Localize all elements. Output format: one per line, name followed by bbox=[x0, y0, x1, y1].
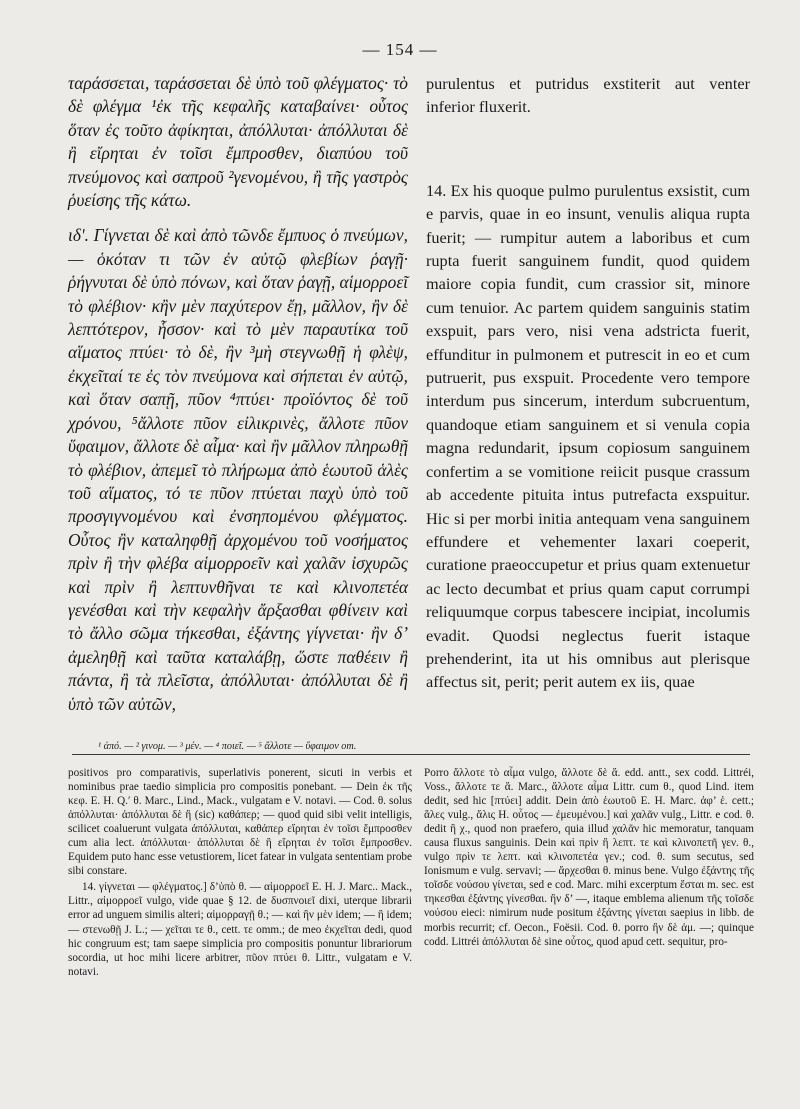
greek-footnotes: ¹ ἀπό. — ² γινομ. — ³ μέν. — ⁴ ποιεῖ. — ⁵ ἄλλοτε — ὕφαιμον om. bbox=[98, 741, 357, 752]
latin-paragraph-14: 14. Ex his quoque pulmo purulentus exsistit, cum e parvis, quae in eo insunt, venulis aliqua rupta fuerit; — rumpitur autem a laboribus et cum rupta fuerit sanguinem fundit, quod quidem maiore copia fundit, cum crassior sit, minore cum tenuior. Ac partem quidem sanguinis statim exspuit, pars vero, nisi vena adstricta fuerit, effunditur in pulmonem et putrescit in eo et cum putruerit, pus exspuit. Procedente vero tempore interdum pus sincerum, interdum subcruentum, quandoque etiam sanguinem et si venula copia magna redundarit, ipsum copiosum sanguinem confertim a se vomitione reiicit pusque crassum ab accedente pituita intus putrefacta exspuitur. Hic si per morbi initia antequam vena sanguinem effundere et vehementer laxari coeperit, curatione praeoccupetur et prius quam extenuetur ac lecto decumbat et prius quam caput corrumpi reliquumque corpus tabescere incipiat, incolumis evadit. Quodsi neglectus fuerit istaque prehenderint, ita ut his omnibus aut plerisque affectus sit, perit; perit autem ex iis, quae bbox=[426, 180, 750, 692]
critical-notes-right: Porro ἄλλοτε τὸ αἷμα vulgo, ἄλλοτε δὲ ἅ. edd. antt., sex codd. Littréi, Voss., ἄλλοτε τε ἅ. Marc., ἄλλοτε αἷμα Littr. cum θ., quod Lind. item dedit, sed hic [πτύει] addit. Dein ἀπὸ ἑωυτοῦ E. H. Marc. ἀφ’ ἑ. cett.; ἅλες vulg., ἅλις H. οὗτος — ἐμευμένου.] καὶ χαλᾶν vulg., Littr. e cod. θ. dedit ἢ χ., quod non praefero, quia illud χαλᾶν hic memoratur, tanquam causa fluxus sanguinis. Dein καὶ πρὶν ἢ λεπτ. τε καὶ κλινοπετῆ γεν. θ., vulgo πρὶν τε λεπτ. καὶ κλινοπετέα γεν.; cod. θ. sum secutus, sed Ionismum e vulg. servavi; — ἄρχεσθαι θ. minus bene. Vulgo ἐξάντης τῆς τοῖσδε νούσου γίνεται, sed e cod. Marc. mihi excerptum ἔσται m. sec. est τηκεσθαι ἐξάντης γίνεσθαι. ἢν δ’ —, itaque emblema alienum τῆς τοῖσδε νούσου eieci: nimirum nude positum ἐξάντης γίνεται saepius in libb. de morbis recurrit; cf. Oecon., Foësii. Cod. θ. porro ἢν δὲ ἀμ. —; quinque codd. Littréi ἀπόλλυται δὲ sine οὗτος, quod apud cett. sequitur, pro- bbox=[424, 767, 754, 948]
critical-notes-left bbox=[68, 766, 412, 979]
page-number: — 154 — bbox=[362, 40, 438, 59]
footnote-divider bbox=[72, 754, 750, 755]
notes-left-paragraph-1: positivos pro comparativis, superlativis ponerent, sicuti in verbis et nominibus prae taedio simplicia pro compositis ponebant. — Dein ἐκ τῆς κεφ. E. H. Q.′ θ. Marc., Lind., Mack., vulgatam e V. notavi. — Cod. θ. solus ἀπόλλυται· ἀπόλλυται δὲ ἢ (sic) καθάπερ; — quod quid sibi velit intelligis, scilicet coaluerunt vulgata ἀπόλλυται, καθάπερ εἴρηται ἐν τοῖσι ἔμπροσθεν cum alia lect. ἀπόλλυται· ἀπόλλυται δὲ ἢ εἴρηται ἐν τοῖσι ἔμπροσθεν. Equidem puto hanc esse vetustiorem, licet fatear in vulgata sententiam probe sibi constare. bbox=[68, 767, 412, 878]
notes-left-paragraph-2: 14. γίγνεται — φλέγματος.] δ’ὑπὸ θ. — αἱμορροεῖ E. H. J. Marc.. Mack., Littr., αἱμορροεῖ vulgo, vide quae § 12. de δυσπνοιεῖ dixi, uterque librarii error ad unguem similis alteri; αἱμορραγῇ θ.; — καὶ ἢν μὲν idem; — ἢ idem; — στενωθῇ J. L.; — χεῖται τε θ., cett. τε omm.; de meo ἐκχεῖται dedi, quod hic congruum est; tam saepe simplicia pro compositis ponuntur librariorum socordia, ut hoc mihi licere arbitrer, πῦον πτύει θ. Littr., vulgatam e V. notavi. bbox=[68, 881, 412, 978]
paragraph-gap bbox=[426, 119, 750, 179]
greek-paragraph-14: ιδʹ. Γίγνεται δὲ καὶ ἀπὸ τῶνδε ἔμπυος ὁ πνεύμων, — ὁκόταν τι τῶν ἐν αὐτῷ φλεβίων ῥαγῇ· ῥήγνυται δὲ ὑπὸ πόνων, καὶ ὅταν ῥαγῇ, αἱμορροεῖ τὸ φλέβιον· κἢν μὲν παχύτερον ἔῃ, μᾶλλον, ἢν δὲ λεπτότερον, ἧσσον· καὶ τὸ μὲν παραυτίκα τοῦ αἵματος πτύει· τὸ δὲ, ἢν ³μὴ στεγνωθῇ ἡ φλὲψ, ἐκχεῖταί τε ἐς τὸν πνεύμονα καὶ σήπεται ἐν αὐτῷ, καὶ ὅταν σαπῇ, πῦον ⁴πτύει· προϊόντος δὲ τοῦ χρόνου, ⁵ἄλλοτε πῦον εἰλικρινὲς, ἄλλοτε πῦον ὕφαιμον, ἄλλοτε δὲ αἷμα· καὶ ἢν μᾶλλον πληρωθῇ τὸ φλέβιον, ἀπεμεῖ τὸ πλήρωμα ἀπὸ ἑωυτοῦ ἁλὲς τοῦ αἵματος, τό τε πῦον πτύεται παχὺ ὑπὸ τοῦ προσγιγνομένου καὶ ἐνσηπομένου φλέγματος. Οὗτος ἢν καταληφθῇ ἀρχομένου τοῦ νοσήματος πρὶν ἢ τὴν φλέβα αἱμορροεῖν καὶ χαλᾶν ἰσχυρῶς καὶ πρὶν ἢ λεπτυνθῆναι τε καὶ κλινοπετέα γενέσθαι καὶ τὴν κεφαλὴν ἄρξασθαι φθίνειν καὶ τὸ ἄλλο σῶμα τήκεσθαι, ἐξάντης γίγνεται· ἢν δ’ ἀμεληθῇ καὶ ταῦτα καταλάβῃ, ὥστε παθέειν ἢ πάντα, ἢ τὰ πλεῖστα, ἀπόλλυται· ἀπόλλυται δὲ ἢ ὑπὸ τῶν αὐτῶν, bbox=[68, 225, 408, 714]
greek-column bbox=[68, 72, 408, 716]
greek-paragraph-end-13: ταράσσεται, ταράσσεται δὲ ὑπὸ τοῦ φλέγματος· τὸ δὲ φλέγμα ¹ἐκ τῆς κεφαλῆς καταβαίνει· οὗτος ὅταν ἐς τοῦτο ἀφίκηται, ἀπόλλυται· ἀπόλλυται δὲ ἢ εἴρηται ἐν τοῖσι ἔμπροσθεν, διαπύου τοῦ πνεύμονος καὶ σαπροῦ ²γενομένου, ἢ τῆς γαστρὸς ῥυείσης τῆς κάτω. bbox=[68, 73, 408, 211]
latin-column bbox=[426, 72, 750, 694]
latin-paragraph-end-13: purulentus et putridus exstiterit aut venter inferior fluxerit. bbox=[426, 74, 750, 117]
